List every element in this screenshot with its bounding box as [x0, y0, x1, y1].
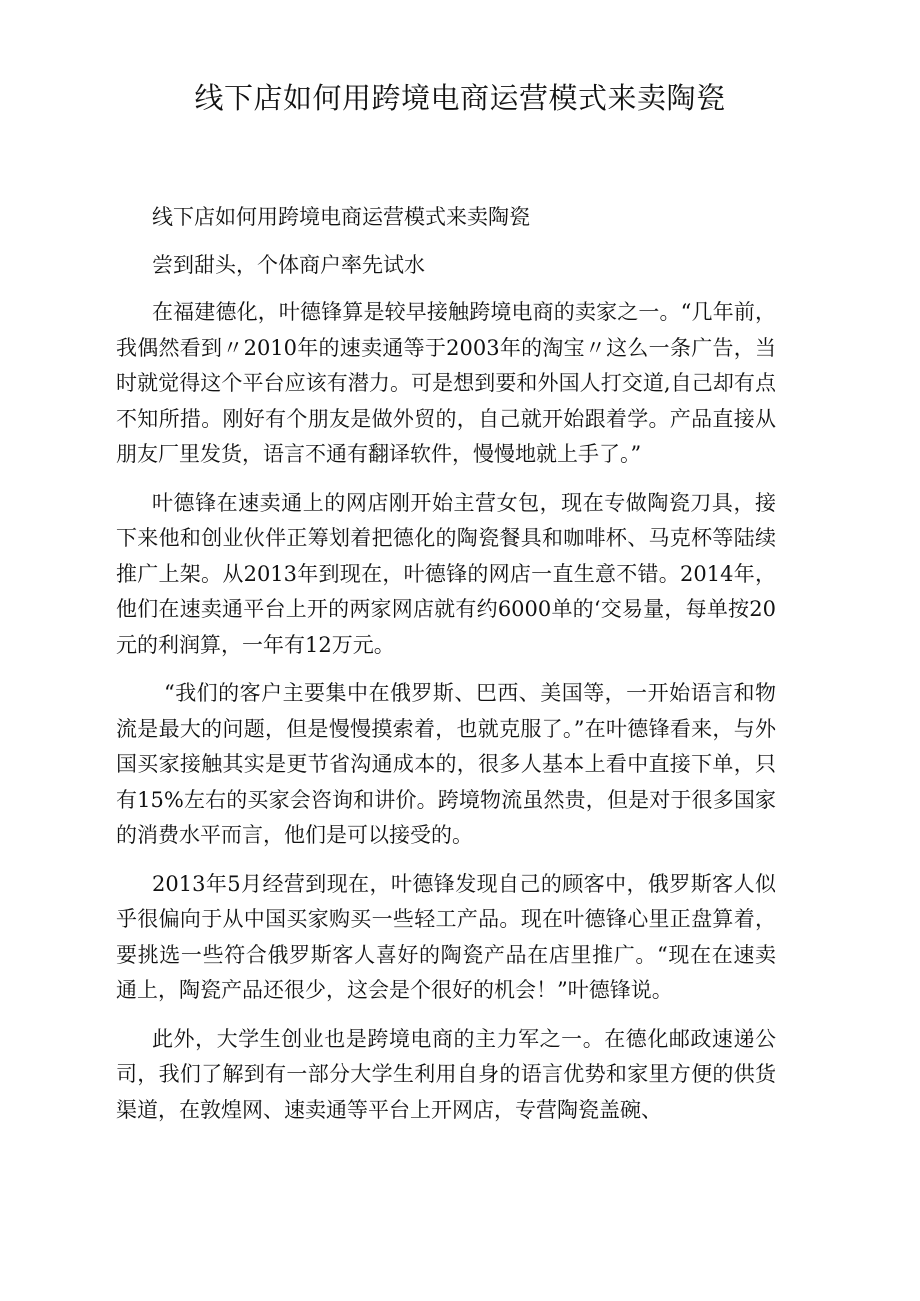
- paragraph-1: 在福建德化，叶德锋算是较早接触跨境电商的卖家之一。“几年前，我偶然看到〃2010年的速卖通等于2003年的淘宝〃这么一条广告，当时就觉得这个平台应该有潜力。可是想到要和外国人打交道,自己却有点不知所措。刚好有个朋友是做外贸的，自己就开始跟着学。产品直接从朋友厂里发货，语言不通有翻译软件，慢慢地就上手了。”: [116, 300, 776, 466]
- paragraph-4: 2013年5月经营到现在，叶德锋发现自己的顾客中，俄罗斯客人似乎很偏向于从中国买家购买一些轻工产品。现在叶德锋心里正盘算着，要挑选一些符合俄罗斯客人喜好的陶瓷产品在店里推广。“现在在速卖通上，陶瓷产品还很少，这会是个很好的机会！”叶德锋说。: [116, 871, 776, 1002]
- document-body: [116, 200, 776, 1141]
- section-heading: 尝到甜头，个体商户率先试水: [152, 252, 425, 277]
- paragraph-5: 此外，大学生创业也是跨境电商的主力军之一。在德化邮政速递公司，我们了解到有一部分大学生利用自身的语言优势和家里方便的供货渠道，在敦煌网、速卖通等平台上开网店，专营陶瓷盖碗、: [116, 1026, 776, 1122]
- subtitle: 线下店如何用跨境电商运营模式来卖陶瓷: [152, 205, 530, 229]
- paragraph-3: “我们的客户主要集中在俄罗斯、巴西、美国等，一开始语言和物流是最大的问题，但是慢慢摸索着，也就克服了。”在叶德锋看来，与外国买家接触其实是更节省沟通成本的，很多人基本上看中直接下单，只有15%左右的买家会咨询和讲价。跨境物流虽然贵，但是对于很多国家的消费水平而言，他们是可以接受的。: [116, 681, 776, 847]
- paragraph-2: 叶德锋在速卖通上的网店刚开始主营女包，现在专做陶瓷刀具，接下来他和创业伙伴正筹划着把德化的陶瓷餐具和咖啡杯、马克杯等陆续推广上架。从2013年到现在，叶德锋的网店一直生意不错。2014年，他们在速卖通平台上开的两家网店就有约6000单的‘交易量，每单按20元的利润算，一年有12万元。: [116, 490, 776, 657]
- document-title: 线下店如何用跨境电商运营模式来卖陶瓷: [194, 81, 726, 115]
